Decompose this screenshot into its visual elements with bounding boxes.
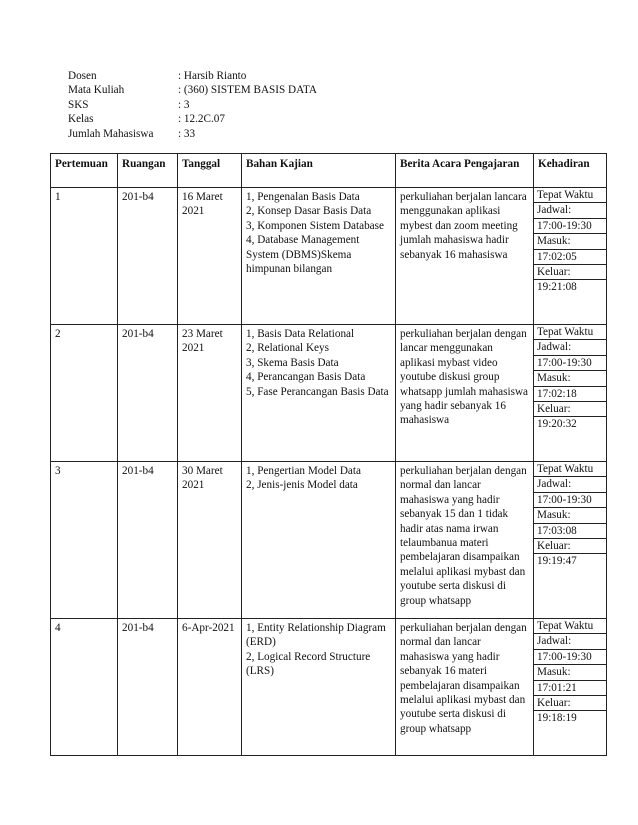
kehadiran-keluar-label: Keluar: (534, 402, 606, 417)
cell-bahan-kajian (242, 325, 396, 462)
cell-berita-acara: perkuliahan berjalan dengan normal dan lancar mahasiswa yang hadir sebanyak 15 dan 1 tidak hadir atas nama irwan telaumbanua materi pembelajaran disampaikan melalui aplikasi mybast dan youtube serta diskusi di group whatsapp (396, 462, 534, 619)
cell-ruangan: 201-b4 (118, 325, 178, 462)
cell-kehadiran (534, 619, 607, 756)
table-row (51, 188, 607, 325)
course-info (68, 69, 317, 141)
info-value: : Harsib Rianto (178, 70, 247, 82)
table-header-row (51, 154, 607, 188)
cell-bahan-kajian (242, 619, 396, 756)
cell-bahan-kajian (242, 462, 396, 619)
cell-ruangan: 201-b4 (118, 619, 178, 756)
header-ruangan: Ruangan (118, 154, 178, 188)
kehadiran-jadwal-label: Jadwal: (534, 340, 606, 355)
kehadiran-keluar-label: Keluar: (534, 265, 606, 280)
bahan-item: 1, Pengenalan Basis Data (246, 191, 360, 203)
info-label: Kelas (68, 113, 94, 126)
bahan-item: 2, Konsep Dasar Basis Data (246, 205, 372, 218)
bahan-item: 1, Entity Relationship Diagram (ERD) (246, 622, 386, 649)
table-row (51, 619, 607, 756)
info-label: Jumlah Mahasiswa (68, 127, 154, 140)
cell-pertemuan: 3 (51, 462, 118, 619)
cell-kehadiran (534, 325, 607, 462)
attendance-table (50, 153, 607, 756)
cell-ruangan: 201-b4 (118, 462, 178, 619)
kehadiran-jadwal: 17:00-19:30 (534, 356, 606, 371)
info-row-sks (68, 98, 317, 112)
kehadiran-status: Tepat Waktu (534, 188, 606, 203)
kehadiran-jadwal-label: Jadwal: (534, 634, 606, 649)
kehadiran-masuk: 17:02:18 (534, 387, 606, 402)
info-row-jumlah-mahasiswa (68, 127, 317, 141)
kehadiran-keluar-label: Keluar: (534, 539, 606, 554)
kehadiran-keluar: 19:20:32 (537, 418, 577, 431)
info-value: : 3 (178, 98, 190, 111)
header-kehadiran: Kehadiran (534, 154, 607, 188)
kehadiran-jadwal: 17:00-19:30 (534, 219, 606, 234)
cell-pertemuan: 4 (51, 619, 118, 756)
kehadiran-keluar: 19:18:19 (537, 712, 577, 725)
bahan-item: 1, Basis Data Relational (246, 328, 355, 340)
info-value: : 33 (178, 127, 196, 140)
header-tanggal: Tanggal (178, 154, 242, 188)
cell-berita-acara: perkuliahan berjalan dengan lancar menggunakan aplikasi mybast video youtube diskusi group whatsapp jumlah mahasiswa yang hadir sebanyak 16 mahasiswa (396, 325, 534, 462)
header-berita-acara: Berita Acara Pengajaran (396, 154, 534, 188)
header-pertemuan: Pertemuan (51, 154, 118, 188)
cell-pertemuan: 2 (51, 325, 118, 462)
cell-bahan-kajian (242, 188, 396, 325)
cell-pertemuan: 1 (51, 188, 118, 325)
cell-tanggal: 23 Maret 2021 (178, 325, 242, 462)
cell-tanggal: 6-Apr-2021 (178, 619, 242, 756)
cell-kehadiran (534, 188, 607, 325)
kehadiran-keluar-label: Keluar: (534, 696, 606, 711)
cell-berita-acara: perkuliahan berjalan dengan normal dan lancar mahasiswa yang hadir sebanyak 16 materi pembelajaran disampaikan melalui aplikasi mybast dan youtube serta diskusi di group whatsapp (396, 619, 534, 756)
kehadiran-jadwal: 17:00-19:30 (534, 650, 606, 665)
kehadiran-jadwal-label: Jadwal: (534, 203, 606, 218)
kehadiran-status: Tepat Waktu (534, 462, 606, 477)
kehadiran-masuk: 17:01:21 (534, 681, 606, 696)
cell-ruangan: 201-b4 (118, 188, 178, 325)
bahan-item: 1, Pengertian Model Data (246, 465, 361, 477)
kehadiran-masuk-label: Masuk: (534, 234, 606, 249)
bahan-item: 2, Jenis-jenis Model data (246, 479, 358, 492)
info-row-dosen (68, 69, 317, 83)
bahan-item: 2, Logical Record Structure (LRS) (246, 650, 371, 678)
kehadiran-status: Tepat Waktu (534, 325, 606, 340)
info-row-kelas (68, 112, 317, 126)
bahan-item: 5, Fase Perancangan Basis Data (246, 385, 389, 398)
info-value: : 12.2C.07 (178, 113, 225, 126)
kehadiran-masuk-label: Masuk: (534, 665, 606, 680)
kehadiran-masuk-label: Masuk: (534, 508, 606, 523)
cell-tanggal: 30 Maret 2021 (178, 462, 242, 619)
bahan-item: 4, Perancangan Basis Data (246, 371, 366, 384)
cell-berita-acara: perkuliahan berjalan lancara menggunakan aplikasi mybest dan zoom meeting jumlah mahasiswa hadir sebanyak 16 mahasiswa (396, 188, 534, 325)
cell-kehadiran (534, 462, 607, 619)
kehadiran-jadwal-label: Jadwal: (534, 477, 606, 492)
kehadiran-keluar: 19:19:47 (537, 555, 577, 568)
info-label: SKS (68, 98, 89, 111)
kehadiran-jadwal: 17:00-19:30 (534, 493, 606, 508)
info-value: : (360) SISTEM BASIS DATA (178, 84, 317, 97)
kehadiran-masuk: 17:03:08 (534, 524, 606, 539)
bahan-item: 2, Relational Keys (246, 342, 329, 355)
bahan-item: 3, Komponen Sistem Database (246, 219, 384, 232)
kehadiran-keluar: 19:21:08 (537, 281, 577, 294)
info-row-mata-kuliah (68, 83, 317, 97)
info-label: Mata Kuliah (68, 84, 125, 97)
table-row (51, 325, 607, 462)
bahan-item: 4, Database Management System (DBMS)Skema himpunan bilangan (246, 234, 360, 276)
header-bahan-kajian: Bahan Kajian (242, 154, 396, 188)
kehadiran-masuk: 17:02:05 (534, 250, 606, 265)
info-label: Dosen (68, 70, 97, 82)
kehadiran-status: Tepat Waktu (534, 619, 606, 634)
kehadiran-masuk-label: Masuk: (534, 371, 606, 386)
cell-tanggal: 16 Maret 2021 (178, 188, 242, 325)
table-row (51, 462, 607, 619)
bahan-item: 3, Skema Basis Data (246, 356, 339, 369)
